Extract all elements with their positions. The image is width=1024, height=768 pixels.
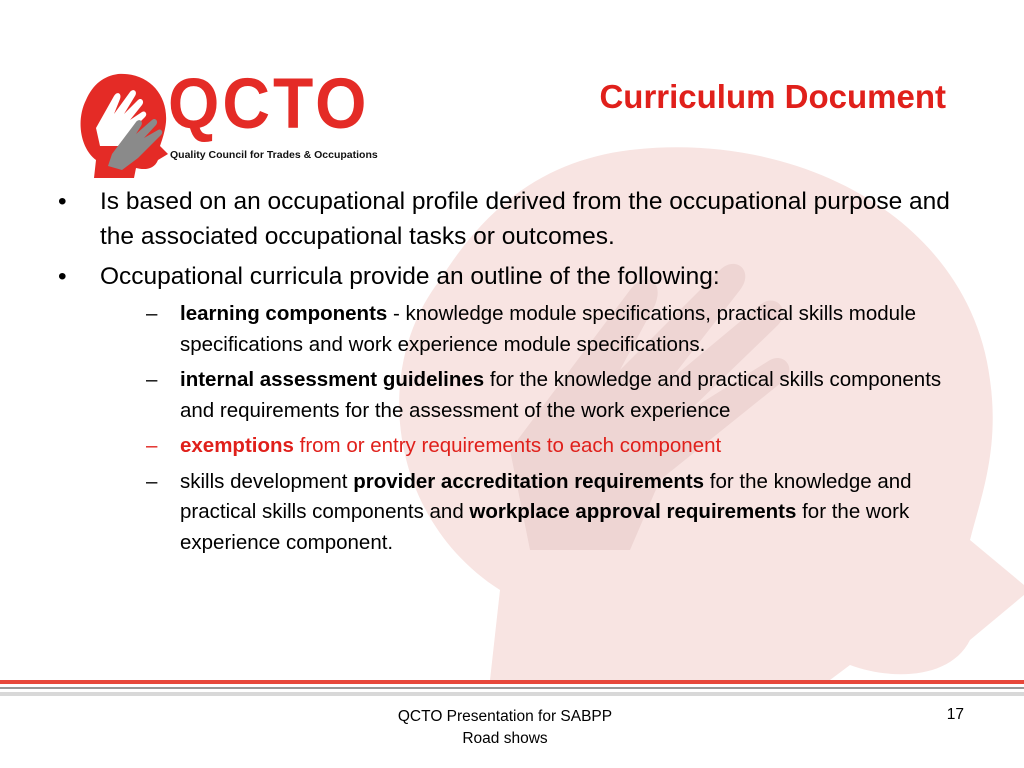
logo-wordmark: QCTO <box>168 63 370 143</box>
logo-tagline: Quality Council for Trades & Occupations <box>170 149 378 161</box>
bullet-marker: • <box>58 188 67 215</box>
bullet-item <box>58 184 968 254</box>
slide-title: Curriculum Document <box>599 78 946 115</box>
slide-content <box>58 184 968 563</box>
footer-divider <box>0 687 1024 689</box>
dash-marker: – <box>146 368 158 391</box>
footer <box>0 706 1024 750</box>
sub-bullet-bold: provider accreditation requirements <box>353 469 705 493</box>
sub-bullet-item <box>146 299 968 360</box>
head-hands-icon <box>78 70 170 180</box>
dash-marker: – <box>146 434 158 457</box>
dash-marker: – <box>146 469 158 493</box>
sub-bullet-text: for the work experience component. <box>180 500 910 554</box>
page-number: 17 <box>946 706 964 723</box>
sub-bullet-text: from or entry requirements to each component <box>293 434 722 457</box>
sub-bullet-item-highlighted <box>146 431 968 462</box>
sub-bullet-item <box>146 365 968 426</box>
sub-bullet-text: - knowledge module specifications, practical skills module specifications and work experience module specifications. <box>180 302 916 356</box>
sub-bullet-text: for the knowledge and practical skills components and <box>180 469 912 523</box>
sub-bullet-item <box>146 467 968 559</box>
qcto-logo <box>78 63 408 180</box>
sub-bullet-bold: learning components <box>180 302 388 325</box>
bullet-text: Is based on an occupational profile derived from the occupational purpose and the associated occupational tasks or outcomes. <box>100 188 950 250</box>
sub-bullet-text: for the knowledge and practical skills components and requirements for the assessment of the work experience <box>180 368 942 422</box>
footer-line1: QCTO Presentation for SABPP <box>397 708 613 725</box>
bullet-marker: • <box>58 263 67 290</box>
bullet-text: Occupational curricula provide an outline of the following: <box>100 263 720 290</box>
sub-bullet-bold: internal assessment guidelines <box>180 368 485 391</box>
dash-marker: – <box>146 302 158 325</box>
footer-divider <box>0 680 1024 684</box>
bullet-item <box>58 259 968 294</box>
sub-bullet-bold: workplace approval requirements <box>469 500 797 523</box>
footer-divider <box>0 692 1024 696</box>
sub-bullet-bold: exemptions <box>180 434 294 457</box>
footer-line2: Road shows <box>462 730 548 747</box>
sub-bullet-text: skills development <box>180 469 354 493</box>
